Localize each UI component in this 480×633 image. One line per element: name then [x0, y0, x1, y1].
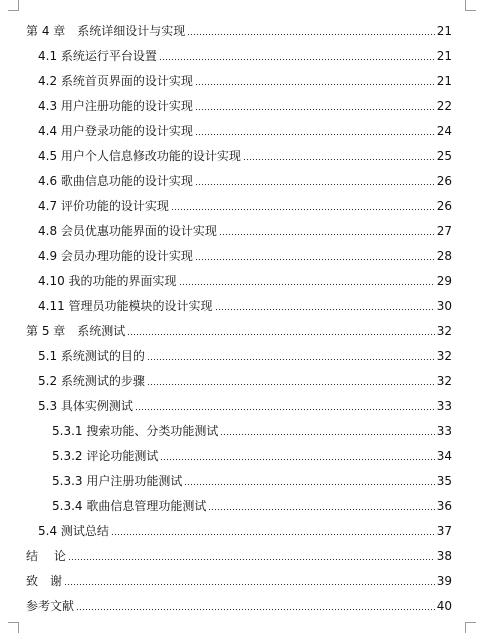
toc-entry[interactable] [26, 320, 452, 338]
toc-entry-title: 5.3.2 评论功能测试 [52, 449, 159, 463]
crop-mark-bottom-left [8, 622, 19, 633]
toc-entry-title: 5.3.3 用户注册功能测试 [52, 474, 183, 488]
toc-entry-page-number: 29 [436, 274, 452, 288]
toc-dot-leader [135, 408, 435, 411]
toc-entry-title: 4.5 用户个人信息修改功能的设计实现 [38, 149, 241, 163]
toc-dot-leader [127, 333, 434, 336]
toc-entry-page-number: 22 [436, 99, 452, 113]
toc-entry[interactable] [38, 195, 452, 213]
toc-dot-leader [76, 608, 435, 611]
toc-dot-leader [160, 458, 434, 461]
toc-entry[interactable] [26, 545, 452, 563]
toc-entry[interactable] [38, 245, 452, 263]
toc-dot-leader [111, 533, 435, 536]
toc-entry[interactable] [38, 170, 452, 188]
toc-entry-page-number: 21 [436, 49, 452, 63]
toc-entry-title: 5.3 具体实例测试 [38, 399, 133, 413]
toc-dot-leader [195, 108, 435, 111]
toc-entry-title: 参考文献 [26, 599, 75, 613]
toc-entry[interactable] [38, 145, 452, 163]
toc-dot-leader [147, 358, 435, 361]
toc-entry-title: 4.9 会员办理功能的设计实现 [38, 249, 193, 263]
toc-dot-leader [179, 283, 435, 286]
toc-dot-leader [220, 433, 434, 436]
toc-entry-title: 4.1 系统运行平台设置 [38, 49, 157, 63]
toc-entry-title: 4.4 用户登录功能的设计实现 [38, 124, 193, 138]
toc-dot-leader [195, 183, 435, 186]
toc-dot-leader [147, 383, 435, 386]
toc-entry[interactable] [38, 295, 452, 313]
toc-entry-title: 5.2 系统测试的步骤 [38, 374, 145, 388]
toc-entry-title: 5.3.4 歌曲信息管理功能测试 [52, 499, 207, 513]
toc-entry-title: 4.2 系统首页界面的设计实现 [38, 74, 193, 88]
toc-entry-title: 结 论 [26, 549, 66, 563]
toc-dot-leader [195, 258, 435, 261]
toc-entry[interactable] [38, 395, 452, 413]
toc-entry-title: 4.11 管理员功能模块的设计实现 [38, 299, 213, 313]
crop-mark-top-right [465, 0, 476, 11]
toc-dot-leader [187, 33, 434, 36]
toc-entry[interactable] [26, 20, 452, 38]
toc-entry-title: 第 4 章 系统详细设计与实现 [26, 24, 186, 38]
toc-dot-leader [195, 133, 435, 136]
toc-entry[interactable] [52, 445, 452, 463]
toc-entry-title: 第 5 章 系统测试 [26, 324, 126, 338]
toc-entry-title: 5.4 测试总结 [38, 524, 109, 538]
toc-entry-page-number: 33 [436, 399, 452, 413]
toc-dot-leader [171, 208, 435, 211]
toc-entry-title: 4.10 我的功能的界面实现 [38, 274, 177, 288]
toc-entry[interactable] [26, 595, 452, 613]
toc-entry[interactable] [26, 570, 452, 588]
toc-entry-page-number: 30 [436, 299, 452, 313]
toc-entry[interactable] [38, 520, 452, 538]
toc-entry-page-number: 21 [436, 24, 452, 38]
toc-entry[interactable] [38, 270, 452, 288]
crop-mark-bottom-right [465, 622, 476, 633]
toc-dot-leader [184, 483, 434, 486]
toc-entry-page-number: 26 [436, 174, 452, 188]
toc-entry-title: 4.8 会员优惠功能界面的设计实现 [38, 224, 217, 238]
toc-entry-page-number: 32 [436, 324, 452, 338]
toc-entry[interactable] [52, 495, 452, 513]
toc-dot-leader [219, 233, 435, 236]
toc-entry-page-number: 39 [436, 574, 452, 588]
toc-entry-page-number: 37 [436, 524, 452, 538]
toc-dot-leader [208, 508, 434, 511]
toc-entry-title: 4.7 评价功能的设计实现 [38, 199, 169, 213]
toc-entry[interactable] [38, 370, 452, 388]
toc-entry-page-number: 25 [436, 149, 452, 163]
toc-entry[interactable] [38, 45, 452, 63]
toc-dot-leader [195, 83, 435, 86]
toc-entry-page-number: 35 [436, 474, 452, 488]
toc-entry-page-number: 36 [436, 499, 452, 513]
toc-entry-page-number: 40 [436, 599, 452, 613]
toc-entry[interactable] [38, 95, 452, 113]
toc-entry-page-number: 33 [436, 424, 452, 438]
toc-entry[interactable] [52, 470, 452, 488]
toc-entry[interactable] [38, 220, 452, 238]
toc-entry-page-number: 34 [436, 449, 452, 463]
toc-entry-page-number: 24 [436, 124, 452, 138]
toc-entry[interactable] [38, 70, 452, 88]
toc-entry-title: 4.6 歌曲信息功能的设计实现 [38, 174, 193, 188]
toc-entry-title: 5.3.1 搜索功能、分类功能测试 [52, 424, 219, 438]
toc-entry-page-number: 26 [436, 199, 452, 213]
toc-entry-title: 4.3 用户注册功能的设计实现 [38, 99, 193, 113]
toc-entry-page-number: 32 [436, 374, 452, 388]
toc-entry-title: 致 谢 [26, 574, 63, 588]
toc-entry[interactable] [38, 345, 452, 363]
toc-entry-page-number: 32 [436, 349, 452, 363]
toc-entry[interactable] [38, 120, 452, 138]
toc-entry-page-number: 21 [436, 74, 452, 88]
toc-entry-page-number: 27 [436, 224, 452, 238]
toc-entry-page-number: 28 [436, 249, 452, 263]
toc-dot-leader [243, 158, 435, 161]
crop-mark-top-left [8, 0, 19, 11]
toc-dot-leader [215, 308, 435, 311]
toc-dot-leader [159, 58, 435, 61]
toc-dot-leader [68, 558, 435, 561]
toc-entry-title: 5.1 系统测试的目的 [38, 349, 145, 363]
toc-dot-leader [64, 583, 435, 586]
toc-entry[interactable] [52, 420, 452, 438]
toc-entry-page-number: 38 [436, 549, 452, 563]
